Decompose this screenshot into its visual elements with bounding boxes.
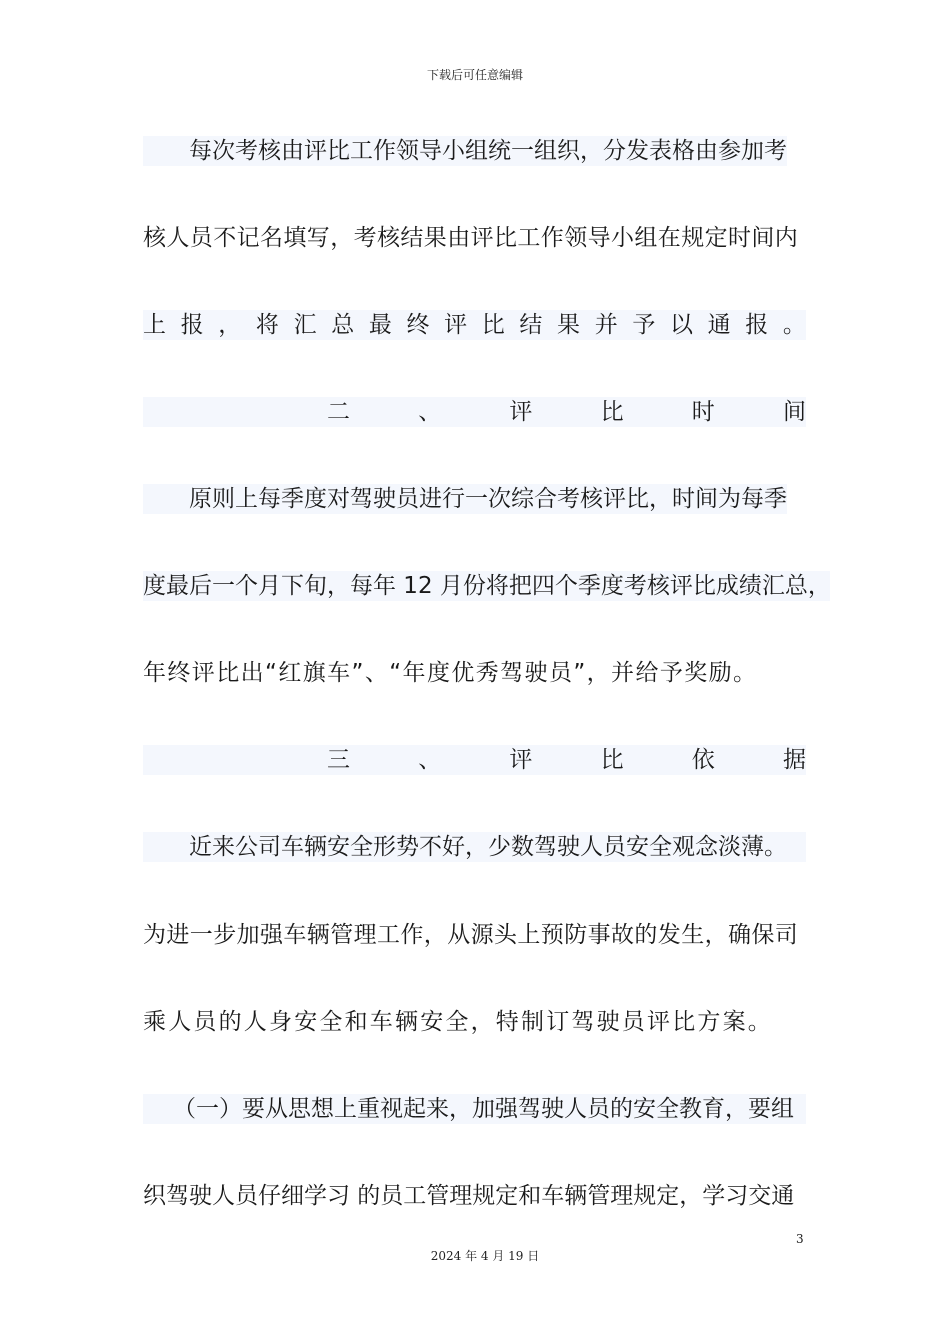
paragraph-1-line-3-char: 总 [331, 312, 355, 338]
paragraph-1-line-3-char: 评 [444, 312, 468, 338]
paragraph-1-line-3-char: 将 [255, 312, 279, 338]
paragraph-1-line-3-char: 报 [180, 312, 204, 338]
paragraph-4-line-1: （一）要从思想上重视起来，加强驾驶人员的安全教育，要组 [143, 1094, 806, 1124]
heading-3-char: 三 [327, 747, 350, 773]
paragraph-2-line-2: 度最后一个月下旬，每年 12 月份将把四个季度考核评比成绩汇总， [143, 573, 831, 599]
paragraph-3-line-1: 近来公司车辆安全形势不好，少数驾驶人员安全观念淡薄。 [143, 832, 806, 862]
paragraph-1-line-2: 核人员不记名填写，考核结果由评比工作领导小组在规定时间内 [143, 225, 799, 251]
heading-2-char: 间 [782, 399, 806, 425]
paragraph-1-line-3-char: 以 [669, 312, 693, 338]
paragraph-2-line-1: 原则上每季度对驾驶员进行一次综合考核评比，时间为每季 [143, 484, 787, 514]
paragraph-1-line-3-char: 比 [481, 312, 505, 338]
paragraph-4-line-2: 织驾驶人员仔细学习 的员工管理规定和车辆管理规定，学习交通 [143, 1183, 795, 1209]
paragraph-2-line-3: 年终评比出“红旗车”、“年度优秀驾驶员”，并给予奖励。 [143, 660, 758, 686]
section-heading-evaluation-basis [143, 745, 806, 775]
paragraph-1-line-3-char: 上 [143, 312, 166, 338]
section-heading-evaluation-time [143, 397, 806, 427]
paragraph-1-line-3-char: 终 [406, 312, 430, 338]
heading-3-char: 、 [418, 747, 442, 773]
paragraph-3-line-3: 乘人员的人身安全和车辆安全，特制订驾驶员评比方案。 [143, 1009, 773, 1035]
heading-2-char: 二 [327, 399, 350, 425]
heading-3-char: 据 [782, 747, 806, 773]
paragraph-1-line-3-char: 报 [745, 312, 769, 338]
heading-2-char: 、 [418, 399, 442, 425]
paragraph-1-line-3-char: ， [218, 312, 242, 338]
paragraph-1-line-3-char: 最 [368, 312, 392, 338]
heading-3-char: 依 [691, 747, 715, 773]
paragraph-1-line-3-char: 果 [557, 312, 581, 338]
paragraph-1-line-3-char: 并 [594, 312, 618, 338]
paragraph-1-line-1: 每次考核由评比工作领导小组统一组织，分发表格由参加考 [143, 136, 787, 166]
heading-2-char: 时 [691, 399, 715, 425]
paragraph-1-line-3-char: 通 [707, 312, 731, 338]
page-number: 3 [796, 1232, 804, 1246]
heading-3-char: 评 [509, 747, 533, 773]
paragraph-3-line-2: 为进一步加强车辆管理工作，从源头上预防事故的发生，确保司 [143, 922, 799, 948]
paragraph-1-line-3-char: 。 [782, 312, 806, 338]
paragraph-1-line-3-char: 予 [632, 312, 656, 338]
page-header: 下载后可任意编辑 [426, 68, 523, 82]
heading-2-char: 评 [509, 399, 533, 425]
heading-2-char: 比 [600, 399, 624, 425]
paragraph-1-line-3-char: 结 [519, 312, 543, 338]
page-footer-date: 2024 年 4 月 19 日 [430, 1249, 540, 1263]
paragraph-1-line-3-char: 汇 [293, 312, 317, 338]
heading-3-char: 比 [600, 747, 624, 773]
paragraph-1-line-3 [143, 310, 806, 340]
